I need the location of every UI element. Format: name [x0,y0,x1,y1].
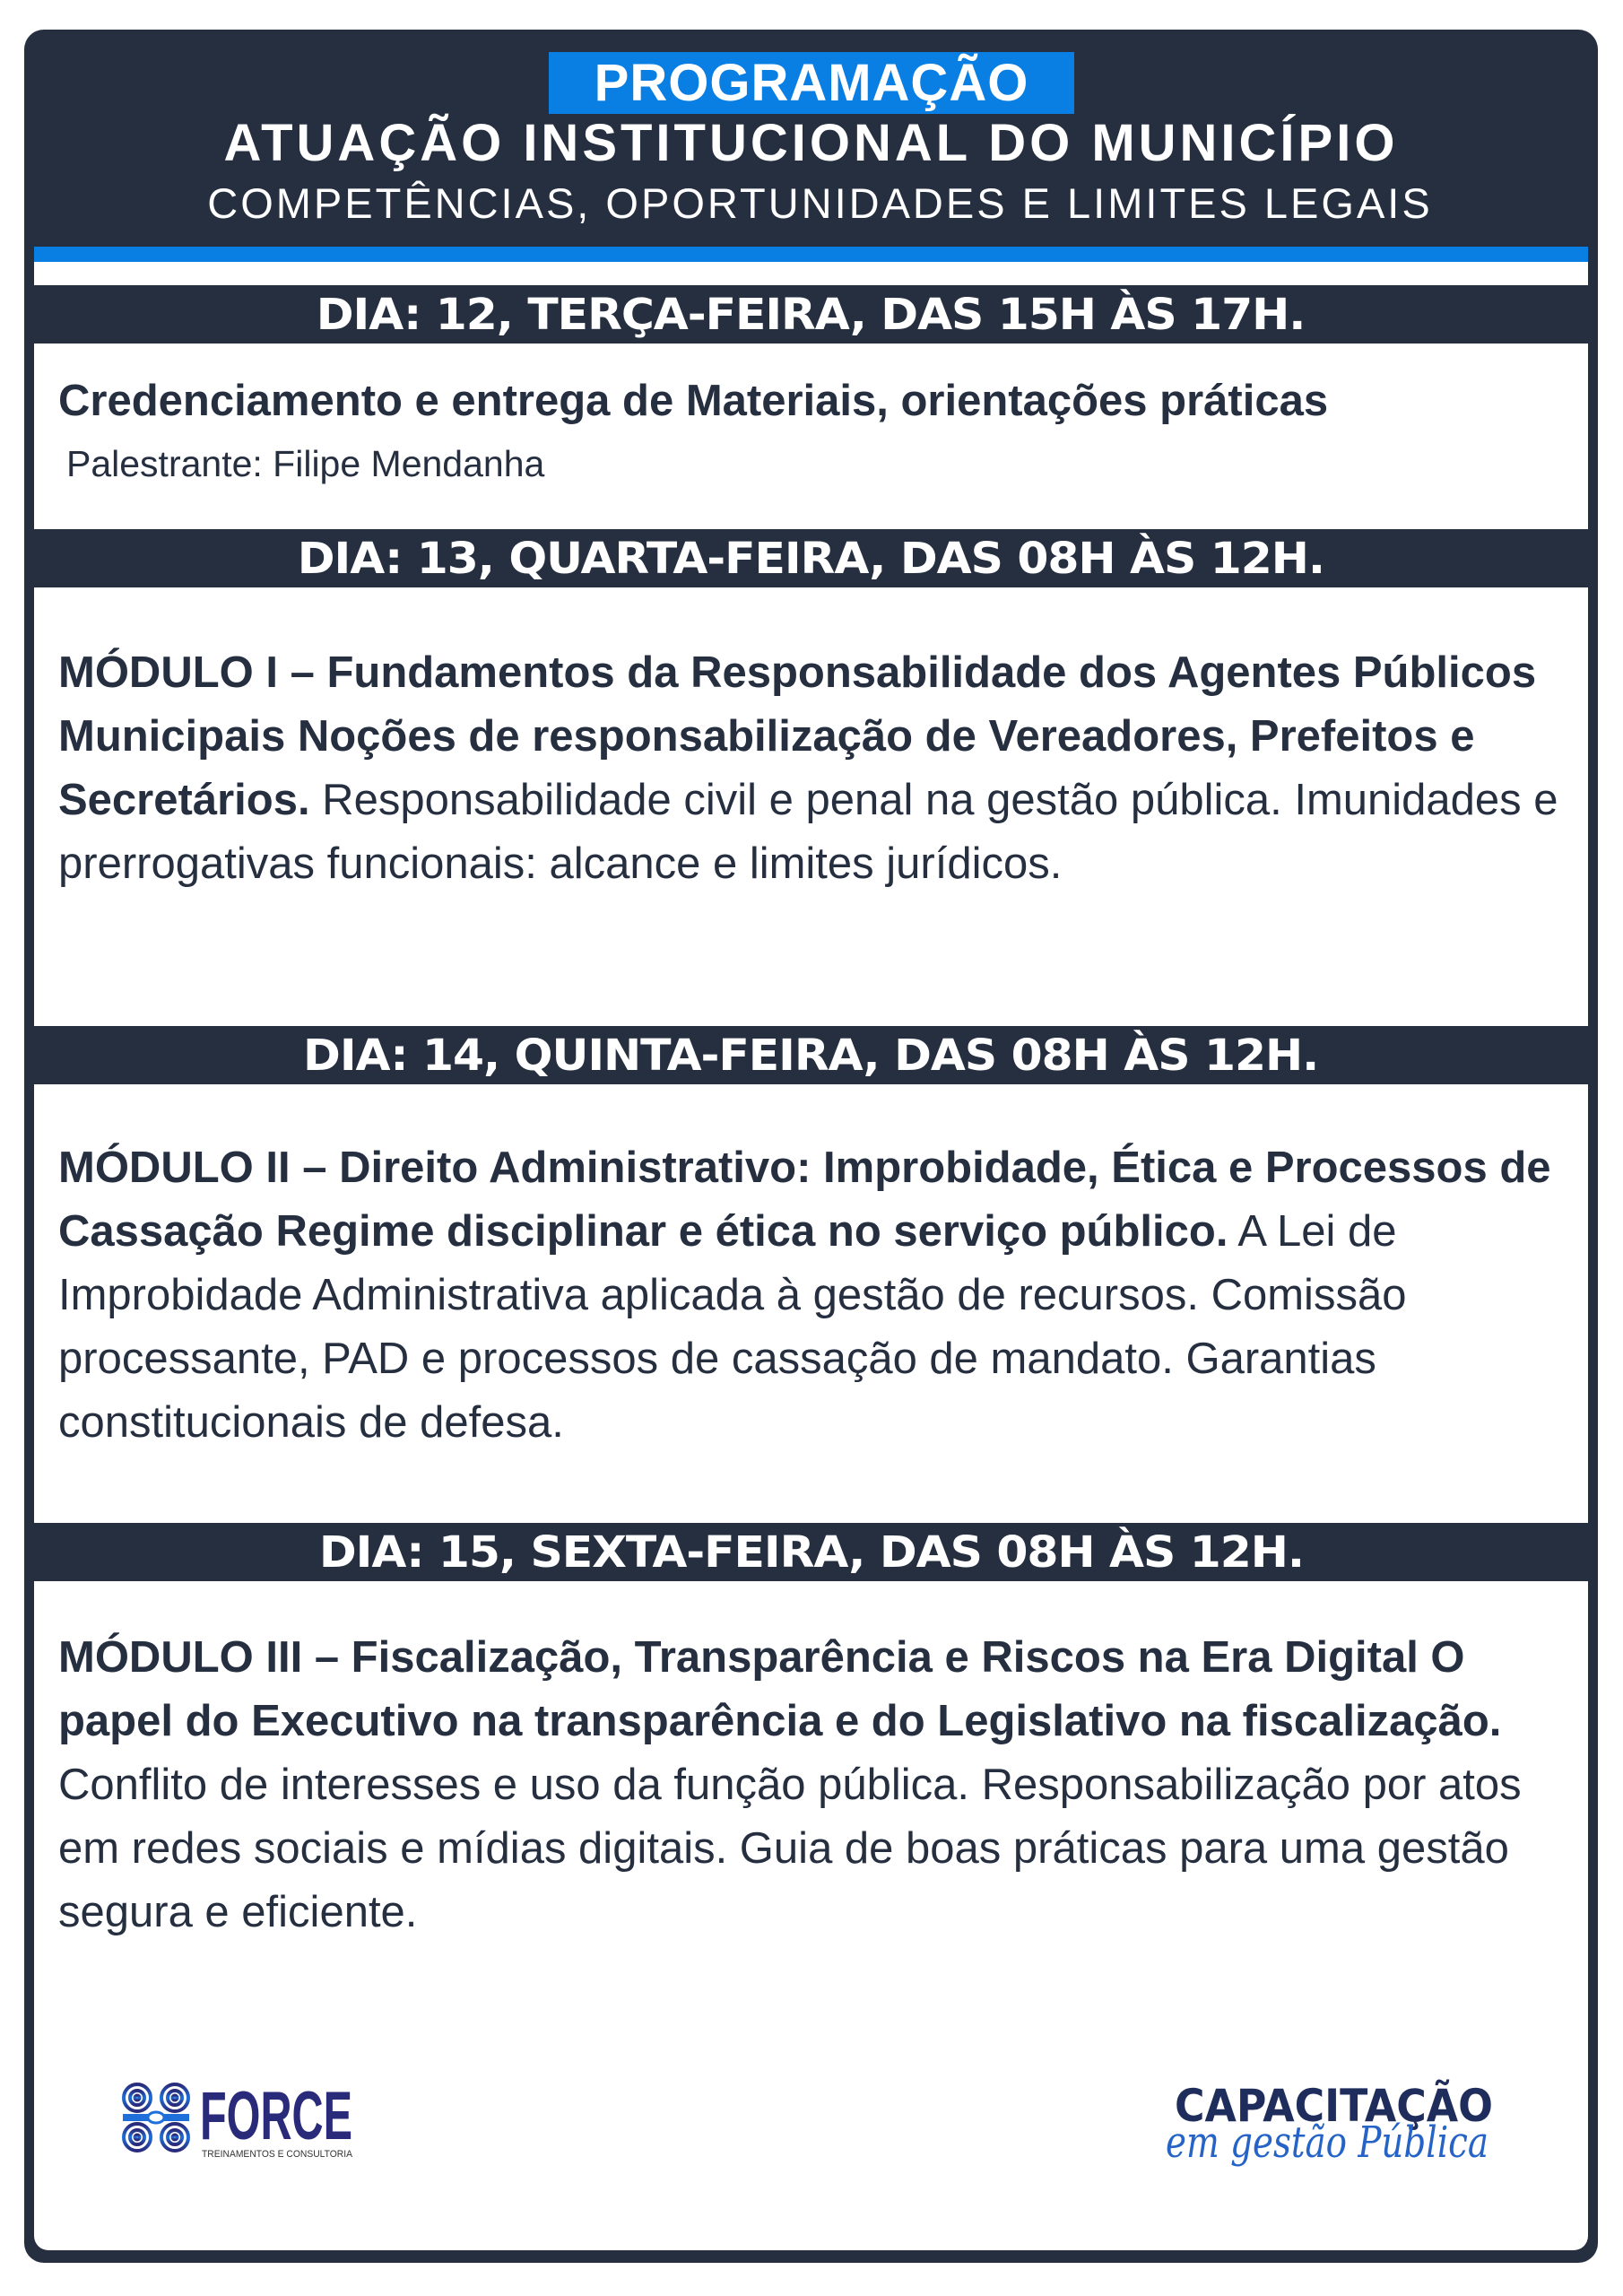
day-label: DIA: 15, SEXTA-FEIRA, DAS 08H ÀS 12H. [318,1526,1304,1578]
day-header-15 [34,1523,1588,1581]
page-title: ATUAÇÃO INSTITUCIONAL DO MUNICÍPIO [223,114,1399,172]
module-body: Conflito de interesses e uso da função pública. Responsabilização por atos em redes sociais e mídias digitais. Guia de boas práticas para uma gestão segura e eficiente. [58,1761,1522,1936]
force-logo [121,2076,363,2166]
module-title: MÓDULO III – Fiscalização, Transparência e Riscos na Era Digital O papel do Executivo na transparência e do Legislativo na fiscalização. [58,1633,1502,1745]
module-title: MÓDULO I – Fundamentos da Responsabilidade dos Agentes Públicos Municipais Noções de responsabilização de Vereadores, Prefeitos e Secretários. [58,648,1537,824]
day-header-12 [34,285,1588,344]
day-header-13 [34,529,1588,587]
module-title: MÓDULO II – Direito Administrativo: Improbidade, Ética e Processos de Cassação Regime disciplinar e ética no serviço público. [58,1144,1551,1256]
capacitacao-logo [1157,2067,1515,2193]
day-label: DIA: 14, QUINTA-FEIRA, DAS 08H ÀS 12H. [303,1030,1319,1081]
day-header-14 [34,1026,1588,1084]
force-wordmark: FORCE [200,2078,352,2154]
module-description [58,641,1570,896]
content-area [34,262,1588,2250]
day-section-14 [34,1084,1588,1523]
day-label: DIA: 12, TERÇA-FEIRA, DAS 15H ÀS 17H. [317,289,1306,340]
program-badge [549,52,1074,114]
module-description [58,1626,1570,1944]
day-label: DIA: 13, QUARTA-FEIRA, DAS 08H ÀS 12H. [297,533,1325,584]
day-section-13 [34,587,1588,1026]
speaker-name: Palestrante: Filipe Mendanha [66,443,545,484]
capacitacao-wordmark: CAPACITAÇÃO [1175,2080,1515,2132]
module-body: A Lei de Improbidade Administrativa aplicada à gestão de recursos. Comissão processante, PAD e processos de cassação de mandato. Garantias constitucionais de defesa. [58,1207,1407,1447]
gestao-publica-script: em gestão Pública [1166,2118,1488,2168]
page-subtitle: COMPETÊNCIAS, OPORTUNIDADES E LIMITES LEGAIS [207,179,1433,227]
accent-stripe [34,247,1588,262]
spiral-knot-icon [121,2076,363,2166]
module-description [58,1136,1570,1455]
force-tagline: TREINAMENTOS E CONSULTORIA [202,2149,353,2160]
program-badge-label: PROGRAMAÇÃO [594,53,1029,112]
session-title: Credenciamento e entrega de Materiais, orientações práticas [58,377,1329,425]
module-body: Responsabilidade civil e penal na gestão pública. Imunidades e prerrogativas funcionais: alcance e limites jurídicos. [58,776,1558,888]
program-card [24,30,1598,2263]
day-section-12 [34,344,1588,529]
